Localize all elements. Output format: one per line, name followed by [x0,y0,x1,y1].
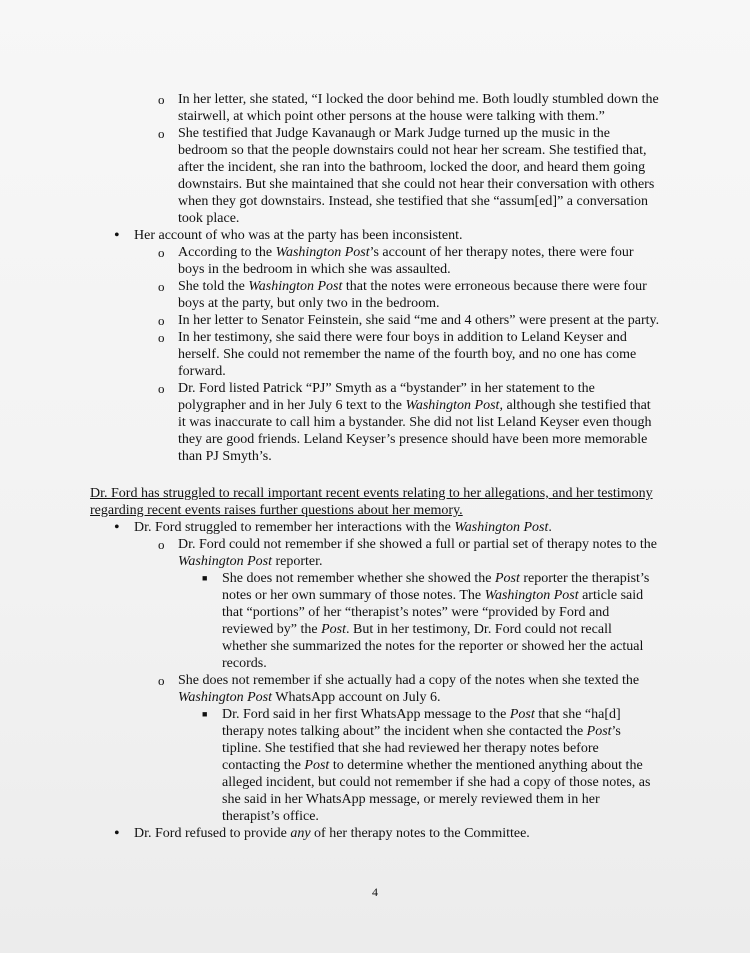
sub-bullet-item [90,536,660,570]
italic-text: Post [509,707,535,722]
sub-bullet-item [90,312,660,329]
list-marker: o [158,537,165,552]
text-run: Dr. Ford struggled to remember her interactions with the [134,520,455,535]
text-run: . [548,520,552,535]
text-run: that she “ha[d] therapy notes talking about” the incident when she contacted the [222,707,621,739]
text-run: Dr. Ford refused to provide [134,826,291,841]
text-run: Dr. Ford listed Patrick “PJ” Smyth as a “bystander” in her statement to the polygrapher and in her July 6 text to the [178,381,595,413]
text-run: Dr. Ford has struggled to recall important recent events relating to her allegations, and her testimony regarding recent events raises further questions about her memory. [90,486,653,518]
italic-text: Washington Post [275,245,370,260]
italic-text: Washington Post [454,520,549,535]
sub-bullet-item [90,672,660,706]
text-run: Her account of who was at the party has been inconsistent. [134,228,463,243]
text-run: that the notes were erroneous because there were four boys at the party, but only two in the bedroom. [178,279,647,311]
bullet-item [90,519,660,536]
list-marker: o [158,279,165,294]
bullet-item [90,227,660,244]
text-run: In her letter, she stated, “I locked the door behind me. Both loudly stumbled down the stairwell, at which point other persons at the house were talking with them.” [178,92,659,124]
text-run: , although she testified that it was inaccurate to call him a bystander. She did not list Leland Keyser even though they are good friends. Leland Keyser’s presence should have been more memorable than PJ Smyth’s. [178,398,652,464]
text-run: According to the [178,245,276,260]
list-marker: o [158,673,165,688]
text-run: WhatsApp account on July 6. [272,690,441,705]
sub-bullet-item [90,278,660,312]
list-marker: o [158,381,165,396]
text-run: reporter. [272,554,323,569]
list-marker: ■ [202,709,208,719]
italic-text: Post [586,724,612,739]
list-marker: • [114,227,120,244]
bullet-item [90,825,660,842]
document-body [90,91,660,842]
italic-text: Post [304,758,330,773]
text-run: Dr. Ford said in her first WhatsApp message to the [222,707,510,722]
italic-text: Post [321,622,347,637]
text-run: reporter the therapist’s notes or her own summary of those notes. The [222,571,650,603]
list-marker: • [114,519,120,536]
list-marker: o [158,330,165,345]
text-run: She does not remember whether she showed the [222,571,495,586]
text-run: . But in her testimony, Dr. Ford could not recall whether she summarized the notes for the reporter or showed her the actual records. [222,622,644,671]
text-run: to determine whether the mentioned anything about the alleged incident, but could not remember if she had a copy of those notes, as she said in her WhatsApp message, or merely reviewed them in her therapist’s office. [222,758,651,824]
text-run: In her letter to Senator Feinstein, she said “me and 4 others” were present at the party. [178,313,660,328]
sub-bullet-item [90,244,660,278]
sub-bullet-item [90,125,660,227]
text-run: of her therapy notes to the Committee. [310,826,530,841]
italic-text: Washington Post [405,398,500,413]
text-run: ’s tipline. She testified that she had reviewed her therapy notes before contacting the [222,724,621,773]
list-marker: ■ [202,573,208,583]
text-run: She does not remember if she actually had a copy of the notes when she texted the [178,673,640,688]
text-run: She testified that Judge Kavanaugh or Mark Judge turned up the music in the bedroom so that the people downstairs could not hear her scream. She testified that, after the incident, she ran into the bathroom, locked the door, and heard them going downstairs. But she maintained that she could not hear their conversation with others when they got downstairs. Instead, she testified that she “assum[ed]” a conversation took place. [178,126,655,226]
italic-text: any [290,826,311,841]
italic-text: Washington Post [178,554,272,569]
text-run: She told the [178,279,249,294]
sub-bullet-item [90,91,660,125]
page-number: 4 [372,885,378,899]
sub-bullet-item [90,380,660,465]
italic-text: Washington Post [248,279,343,294]
section-heading [90,485,660,519]
list-marker: o [158,245,165,260]
sub-sub-bullet-item [90,706,660,825]
text-run: article said that “portions” of her “therapist’s notes” were “provided by Ford and reviewed by” the [222,588,644,637]
italic-text: Washington Post [178,690,272,705]
text-run: Dr. Ford could not remember if she showed a full or partial set of therapy notes to the [178,537,657,552]
sub-sub-bullet-item [90,570,660,672]
list-marker: o [158,92,165,107]
list-marker: o [158,313,165,328]
list-marker: o [158,126,165,141]
italic-text: Washington Post [484,588,579,603]
italic-text: Post [494,571,520,586]
text-run: In her testimony, she said there were four boys in addition to Leland Keyser and herself. She could not remember the name of the fourth boy, and no one has come forward. [178,330,637,379]
sub-bullet-item [90,329,660,380]
list-marker: • [114,825,120,842]
text-run: ’s account of her therapy notes, there were four boys in the bedroom in which she was assaulted. [178,245,634,277]
